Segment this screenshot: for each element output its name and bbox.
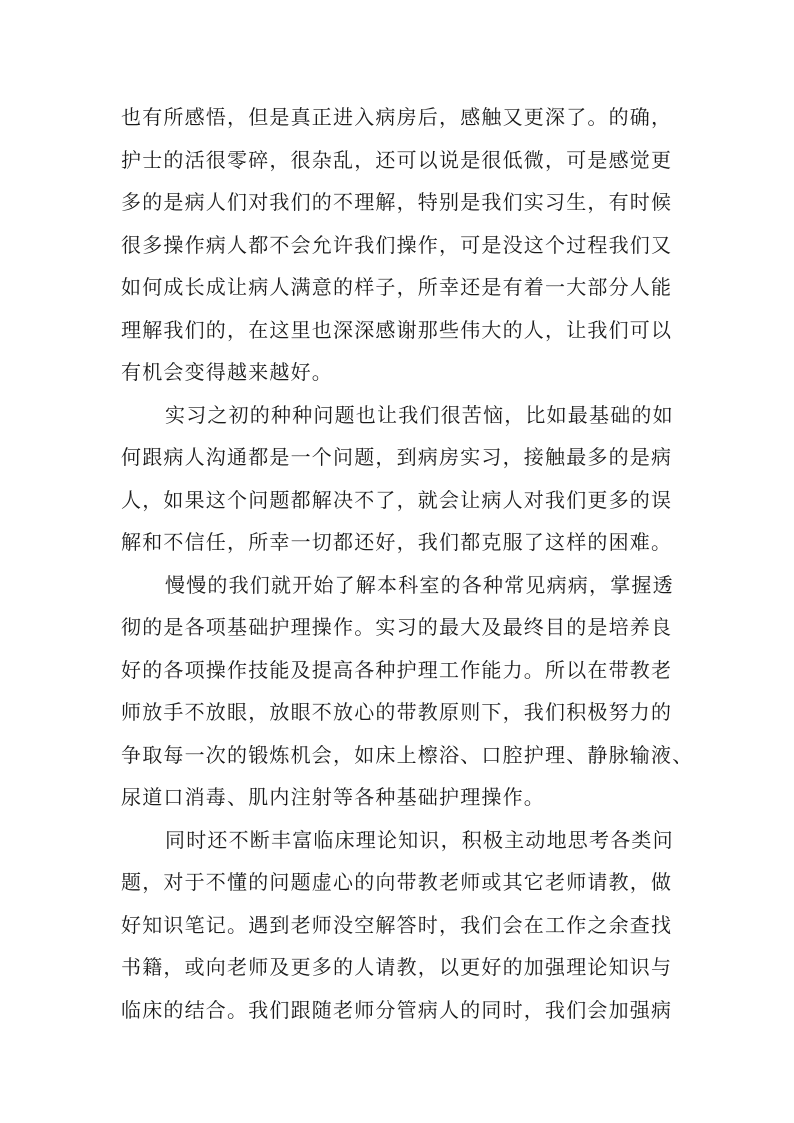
body-text [121,96,721,1031]
paragraph-3-line-2: 彻的是各项基础护理操作。实习的最大及最终目的是培养良 [121,615,673,639]
paragraph-3-line-4: 师放手不放眼，放眼不放心的带教原则下，我们积极努力的 [121,700,673,724]
paragraph-2-line-2: 何跟病人沟通都是一个问题，到病房实习，接触最多的是病 [121,445,673,469]
paragraph-4-line-5: 临床的结合。我们跟随老师分管病人的同时，我们会加强病 [121,997,673,1022]
paragraph-1-line-5: 如何成长成让病人满意的样子，所幸还是有着一大部分人能 [121,275,673,299]
paragraph-3-line-1: 慢慢的我们就开始了解本科室的各种常见病病，掌握透 [165,572,674,597]
paragraph-2-line-1: 实习之初的种种问题也让我们很苦恼，比如最基础的如 [165,402,674,427]
paragraph-1-line-1: 也有所感悟，但是真正进入病房后，感触又更深了。的确， [121,105,673,129]
paragraph-1-line-6: 理解我们的，在这里也深深感谢那些伟大的人，让我们可以 [121,317,673,342]
paragraph-4-line-2: 题，对于不懂的问题虚心的向带教老师或其它老师请教，做 [121,870,673,894]
paragraph-3-line-5: 争取每一次的锻炼机会，如床上檫浴、口腔护理、静脉输液、 [121,742,694,767]
paragraph-3-line-6: 尿道口消毒、肌内注射等各种基础护理操作。 [121,785,545,809]
paragraph-2-line-3: 人，如果这个问题都解决不了，就会让病人对我们更多的误 [121,487,673,512]
paragraph-1-line-2: 护士的活很零碎，很杂乱，还可以说是很低微，可是感觉更 [121,147,673,172]
paragraph-4-line-3: 好知识笔记。遇到老师没空解答时，我们会在工作之余查找 [121,912,673,937]
paragraph-4-line-1: 同时还不断丰富临床理论知识，积极主动地思考各类问 [165,827,674,852]
paragraph-2-line-4: 解和不信任，所幸一切都还好，我们都克服了这样的困难。 [121,530,673,554]
paragraph-1-line-3: 多的是病人们对我们的不理解，特别是我们实习生，有时候 [121,190,673,214]
paragraph-1-line-4: 很多操作病人都不会允许我们操作，可是没这个过程我们又 [121,232,673,257]
paragraph-4-line-4: 书籍，或向老师及更多的人请教，以更好的加强理论知识与 [121,955,673,979]
paragraph-1-line-7: 有机会变得越来越好。 [121,360,333,384]
paragraph-3-line-3: 好的各项操作技能及提高各种护理工作能力。所以在带教老 [121,657,673,682]
